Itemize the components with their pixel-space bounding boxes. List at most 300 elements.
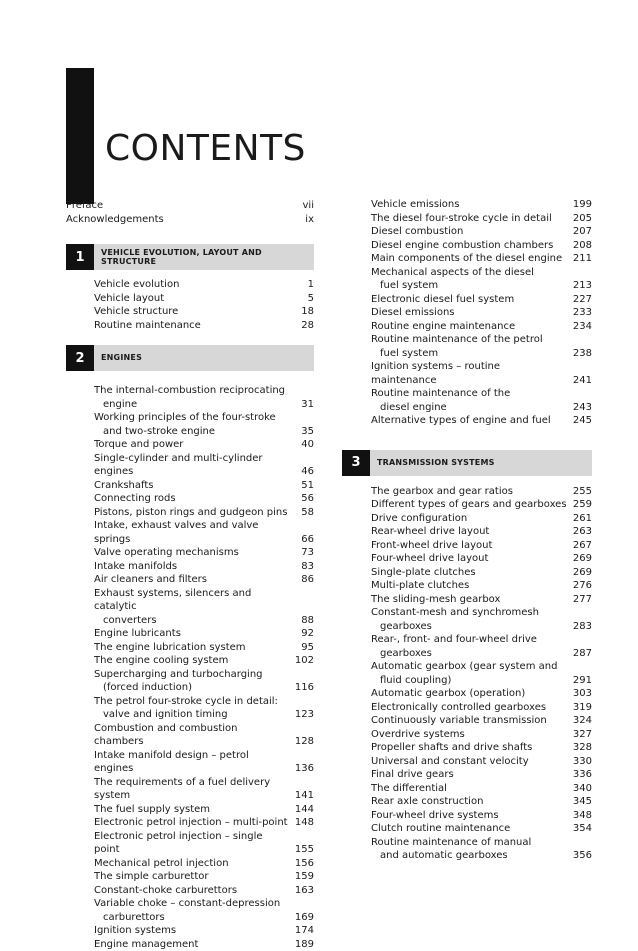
toc-entry-line: Continuously variable transmission (371, 715, 547, 726)
toc-page-number: 174 (289, 924, 314, 938)
toc-entry-title (94, 695, 289, 722)
toc-entry-title (371, 512, 567, 526)
toc-entry (342, 633, 592, 660)
toc-entry-line: Intake manifolds (94, 561, 177, 572)
toc-page-number: 263 (567, 525, 592, 539)
toc-entry-title (94, 560, 295, 574)
toc-entry-title (371, 741, 567, 755)
toc-entry (66, 776, 314, 803)
chapter-title (101, 248, 262, 267)
toc-entry-line: Variable choke – constant-depression (94, 898, 280, 909)
chapter-title (377, 458, 495, 468)
toc-entry (66, 199, 314, 213)
toc-page-number: 95 (295, 641, 314, 655)
toc-page-number: 83 (295, 560, 314, 574)
chapter-number: 1 (66, 244, 94, 270)
toc-entry-line: Front-wheel drive layout (371, 540, 492, 551)
toc-entry (66, 319, 314, 333)
toc-entry (342, 512, 592, 526)
toc-entry-line: Clutch routine maintenance (371, 823, 510, 834)
toc-entry-title (94, 479, 295, 493)
toc-entry-line: Single-plate clutches (371, 567, 476, 578)
toc-entry-line: Engine management (94, 939, 198, 950)
toc-entry (342, 701, 592, 715)
toc-entry-line: The petrol four-stroke cycle in detail: (94, 696, 278, 707)
toc-page-number: 144 (289, 803, 314, 817)
toc-page-number: 243 (567, 401, 592, 415)
toc-entry (342, 566, 592, 580)
toc-entry-title (371, 360, 567, 387)
toc-entry (342, 822, 592, 836)
toc-entry-title (371, 687, 567, 701)
toc-page-number: 348 (567, 809, 592, 823)
toc-entry-title (66, 199, 297, 213)
toc-entry (342, 387, 592, 414)
toc-page-number: 159 (289, 870, 314, 884)
toc-entry (342, 225, 592, 239)
toc-entry (342, 333, 592, 360)
toc-entry (342, 252, 592, 266)
toc-entry-title (94, 384, 295, 411)
toc-entry (342, 306, 592, 320)
toc-entry-title (94, 938, 289, 951)
toc-entry-title (94, 492, 295, 506)
toc-entry (66, 627, 314, 641)
toc-entry-line: Torque and power (94, 439, 183, 450)
chapter-title-line: TRANSMISSION SYSTEMS (377, 458, 495, 467)
toc-page-number: 73 (295, 546, 314, 560)
toc-page-number: 40 (295, 438, 314, 452)
toc-entry-title (94, 722, 289, 749)
toc-entry-line: Routine engine maintenance (371, 321, 515, 332)
toc-entry-line: The fuel supply system (94, 804, 210, 815)
toc-page-number: 261 (567, 512, 592, 526)
toc-entry (66, 438, 314, 452)
toc-entry-title (371, 266, 567, 293)
toc-entry-title (94, 519, 295, 546)
chapter-entry-list (66, 278, 314, 332)
toc-entry (342, 485, 592, 499)
toc-entry-line: Intake manifold design – petrol engines (94, 750, 249, 775)
toc-page-number: 207 (567, 225, 592, 239)
toc-entry (342, 755, 592, 769)
chapter-heading (342, 450, 592, 476)
toc-page-number: 88 (295, 614, 314, 628)
toc-entry-title (371, 306, 567, 320)
toc-entry-title (371, 579, 567, 593)
toc-entry-line: Vehicle evolution (94, 279, 179, 290)
toc-entry (66, 213, 314, 227)
toc-entry-line: Vehicle emissions (371, 199, 459, 210)
toc-entry (342, 239, 592, 253)
toc-entry-title (94, 803, 289, 817)
toc-entry-line: Single-cylinder and multi-cylinder engines (94, 453, 263, 478)
toc-entry-line: Routine maintenance of manual (371, 837, 531, 848)
toc-entry (66, 722, 314, 749)
toc-entry-line: The requirements of a fuel delivery system (94, 777, 270, 802)
toc-entry-line: Mechanical aspects of the diesel (371, 267, 534, 278)
toc-entry-line: The differential (371, 783, 447, 794)
toc-entry-title (371, 387, 567, 414)
toc-entry-line: Automatic gearbox (gear system and (371, 661, 557, 672)
toc-entry (66, 560, 314, 574)
toc-entry-line: Drive configuration (371, 513, 467, 524)
toc-entry (66, 654, 314, 668)
toc-entry (66, 519, 314, 546)
toc-entry-title (371, 633, 567, 660)
toc-page-number: 148 (289, 816, 314, 830)
toc-entry-title (94, 668, 289, 695)
toc-entry-title (371, 701, 567, 715)
toc-entry-title (94, 870, 289, 884)
chapter-title-line: ENGINES (101, 353, 142, 362)
toc-entry-title (371, 755, 567, 769)
toc-entry-title (94, 641, 295, 655)
toc-entry-line: Supercharging and turbocharging (94, 669, 263, 680)
toc-page-number: 269 (567, 566, 592, 580)
toc-entry (342, 741, 592, 755)
toc-entry (66, 884, 314, 898)
toc-entry-continuation-line: gearboxes (371, 647, 567, 661)
toc-entry-line: The sliding-mesh gearbox (371, 594, 500, 605)
toc-entry-continuation-line: and two-stroke engine (94, 425, 295, 439)
toc-entry-line: Pistons, piston rings and gudgeon pins (94, 507, 287, 518)
toc-entry-line: Diesel emissions (371, 307, 455, 318)
toc-page-number: 340 (567, 782, 592, 796)
toc-page-number: 51 (295, 479, 314, 493)
chapter-title (101, 353, 142, 363)
toc-entry-continuation-line: converters (94, 614, 295, 628)
toc-page-number: 328 (567, 741, 592, 755)
toc-entry (342, 525, 592, 539)
toc-entry-title (66, 213, 299, 227)
toc-entry (342, 266, 592, 293)
toc-page-number: 345 (567, 795, 592, 809)
toc-entry (66, 506, 314, 520)
toc-entry-title (94, 654, 289, 668)
toc-page-number: 189 (289, 938, 314, 951)
toc-entry-title (94, 830, 289, 857)
toc-entry (66, 749, 314, 776)
toc-entry-continuation-line: and automatic gearboxes (371, 849, 567, 863)
toc-page-number: vii (297, 199, 314, 213)
toc-page-number: 233 (567, 306, 592, 320)
toc-entry-title (371, 539, 567, 553)
toc-entry-continuation-line: valve and ignition timing (94, 708, 289, 722)
toc-column-left (66, 198, 314, 951)
toc-entry-continuation-line: (forced induction) (94, 681, 289, 695)
decorative-black-bar (66, 68, 94, 204)
toc-page-number: 227 (567, 293, 592, 307)
toc-entry (66, 452, 314, 479)
toc-entry-title (94, 627, 295, 641)
toc-entry (342, 795, 592, 809)
toc-page-number: 5 (302, 292, 314, 306)
toc-entry (342, 809, 592, 823)
toc-entry-line: The gearbox and gear ratios (371, 486, 513, 497)
toc-entry-line: Routine maintenance of the (371, 388, 510, 399)
toc-page-number: 92 (295, 627, 314, 641)
toc-page-number: 56 (295, 492, 314, 506)
toc-entry (342, 552, 592, 566)
toc-entry-line: Constant-mesh and synchromesh (371, 607, 539, 618)
toc-entry-title (94, 411, 295, 438)
toc-entry-line: Constant-choke carburettors (94, 885, 237, 896)
toc-entry (66, 816, 314, 830)
toc-entry-line: Ignition systems – routine maintenance (371, 361, 500, 386)
toc-entry-line: Alternative types of engine and fuel (371, 415, 551, 426)
toc-entry (66, 384, 314, 411)
toc-entry-line: Combustion and combustion chambers (94, 723, 237, 748)
toc-page-number: 245 (567, 414, 592, 428)
toc-entry (66, 897, 314, 924)
chapter-entry-list (66, 384, 314, 951)
toc-entry (66, 305, 314, 319)
toc-entry-line: Four-wheel drive layout (371, 553, 488, 564)
toc-page-number: 86 (295, 573, 314, 587)
toc-entry-line: Diesel combustion (371, 226, 463, 237)
toc-page-number: 128 (289, 735, 314, 749)
toc-entry (342, 498, 592, 512)
toc-entry-title (371, 525, 567, 539)
toc-entry-line: Valve operating mechanisms (94, 547, 239, 558)
front-matter-list (66, 198, 314, 226)
toc-entry (342, 728, 592, 742)
toc-entry-line: Rear axle construction (371, 796, 483, 807)
toc-page-number: 199 (567, 198, 592, 212)
toc-entry (66, 573, 314, 587)
toc-entry (342, 606, 592, 633)
toc-entry-line: Engine lubricants (94, 628, 181, 639)
toc-entry (66, 411, 314, 438)
toc-page-number: 336 (567, 768, 592, 782)
toc-entry (66, 641, 314, 655)
toc-page-number: 276 (567, 579, 592, 593)
toc-entry-title (371, 795, 567, 809)
toc-entry-title (371, 822, 567, 836)
toc-entry (342, 768, 592, 782)
toc-entry-line: Rear-wheel drive layout (371, 526, 489, 537)
toc-page-number: 354 (567, 822, 592, 836)
toc-entry-line: The internal-combustion reciprocating (94, 385, 285, 396)
toc-entry-title (94, 573, 295, 587)
toc-entry (66, 668, 314, 695)
toc-entry-title (371, 239, 567, 253)
toc-page-number: 116 (289, 681, 314, 695)
toc-entry (342, 360, 592, 387)
toc-entry-line: The engine cooling system (94, 655, 228, 666)
toc-entry (66, 587, 314, 628)
toc-entry (342, 198, 592, 212)
toc-entry (342, 782, 592, 796)
toc-entry-line: Rear-, front- and four-wheel drive (371, 634, 537, 645)
toc-entry (342, 660, 592, 687)
toc-entry (342, 539, 592, 553)
toc-page-number: 269 (567, 552, 592, 566)
toc-entry-title (371, 225, 567, 239)
toc-entry-line: Mechanical petrol injection (94, 858, 229, 869)
chapter-title-line: STRUCTURE (101, 257, 156, 266)
toc-entry-title (94, 816, 289, 830)
toc-entry-line: Universal and constant velocity (371, 756, 529, 767)
toc-page-number: 208 (567, 239, 592, 253)
toc-entry-line: Connecting rods (94, 493, 176, 504)
page-title: CONTENTS (105, 128, 306, 169)
toc-entry (66, 803, 314, 817)
toc-entry-line: Electronic petrol injection – single point (94, 831, 263, 856)
toc-entry-title (371, 728, 567, 742)
toc-entry-title (94, 897, 289, 924)
toc-entry (66, 479, 314, 493)
toc-entry-line: The diesel four-stroke cycle in detail (371, 213, 552, 224)
toc-page-number: 46 (295, 465, 314, 479)
toc-entry (342, 836, 592, 863)
toc-page-number: 287 (567, 647, 592, 661)
toc-entry-line: Vehicle layout (94, 293, 164, 304)
toc-page-number: ix (299, 213, 314, 227)
toc-entry-title (94, 506, 295, 520)
toc-entry-title (94, 749, 289, 776)
toc-entry-title (371, 414, 567, 428)
chapter-title-line: VEHICLE EVOLUTION, LAYOUT AND (101, 248, 262, 257)
toc-page-number: 319 (567, 701, 592, 715)
toc-page-number: 234 (567, 320, 592, 334)
toc-entry-title (371, 809, 567, 823)
toc-page-number: 303 (567, 687, 592, 701)
toc-page-number: 155 (289, 843, 314, 857)
toc-entry-title (94, 587, 295, 628)
toc-entry (342, 714, 592, 728)
toc-entry-line: Multi-plate clutches (371, 580, 469, 591)
toc-entry-continuation-line: fluid coupling) (371, 674, 567, 688)
toc-entry-title (94, 305, 295, 319)
toc-entry-title (371, 333, 567, 360)
toc-entry-title (94, 438, 295, 452)
toc-entry-title (94, 452, 295, 479)
toc-page-number: 213 (567, 279, 592, 293)
toc-entry-line: Working principles of the four-stroke (94, 412, 276, 423)
toc-page-number: 136 (289, 762, 314, 776)
toc-page-number: 141 (289, 789, 314, 803)
toc-entry (66, 546, 314, 560)
toc-entry-title (371, 552, 567, 566)
toc-entry-title (94, 319, 295, 333)
toc-page-number: 28 (295, 319, 314, 333)
toc-entry-title (371, 566, 567, 580)
toc-page-number: 277 (567, 593, 592, 607)
toc-entry (66, 492, 314, 506)
toc-column-right (342, 198, 592, 863)
toc-entry-line: The engine lubrication system (94, 642, 246, 653)
toc-entry-line: Final drive gears (371, 769, 454, 780)
toc-page-number: 238 (567, 347, 592, 361)
toc-entry (342, 212, 592, 226)
toc-entry (342, 687, 592, 701)
toc-page-number: 163 (289, 884, 314, 898)
toc-entry-line: Main components of the diesel engine (371, 253, 562, 264)
toc-page-number: 291 (567, 674, 592, 688)
chapter-number: 2 (66, 345, 94, 371)
toc-entry-continuation-line: engine (94, 398, 295, 412)
toc-entry-title (371, 660, 567, 687)
toc-page-number: 1 (302, 278, 314, 292)
toc-entry-line: Electronic diesel fuel system (371, 294, 514, 305)
toc-entry-line: The simple carburettor (94, 871, 209, 882)
toc-page-number: 35 (295, 425, 314, 439)
toc-entry-line: Four-wheel drive systems (371, 810, 499, 821)
toc-entry (66, 870, 314, 884)
toc-entry-continuation-line: diesel engine (371, 401, 567, 415)
toc-page-number: 324 (567, 714, 592, 728)
toc-entry-title (371, 252, 567, 266)
toc-entry-line: Crankshafts (94, 480, 154, 491)
toc-entry-title (371, 836, 567, 863)
toc-entry (342, 579, 592, 593)
toc-entry-title (371, 320, 567, 334)
toc-page-number: 169 (289, 911, 314, 925)
toc-entry-title (94, 546, 295, 560)
toc-entry-title (371, 606, 567, 633)
toc-entry (66, 278, 314, 292)
toc-entry-title (371, 212, 567, 226)
toc-entry-title (371, 593, 567, 607)
toc-page-number: 205 (567, 212, 592, 226)
toc-entry-line: Overdrive systems (371, 729, 465, 740)
toc-entry-continuation-line: carburettors (94, 911, 289, 925)
toc-entry-line: Ignition systems (94, 925, 176, 936)
toc-entry-line: Routine maintenance of the petrol (371, 334, 543, 345)
toc-entry-title (371, 714, 567, 728)
toc-entry-title (94, 884, 289, 898)
toc-page-number: 123 (289, 708, 314, 722)
toc-entry (66, 292, 314, 306)
toc-entry-line: Automatic gearbox (operation) (371, 688, 525, 699)
toc-page-number: 211 (567, 252, 592, 266)
chapter-heading (66, 244, 314, 270)
toc-entry (342, 593, 592, 607)
toc-page-number: 58 (295, 506, 314, 520)
toc-page-number: 66 (295, 533, 314, 547)
toc-page-number: 327 (567, 728, 592, 742)
toc-page-number: 356 (567, 849, 592, 863)
toc-entry-title (94, 278, 302, 292)
toc-entry-line: Different types of gears and gearboxes (371, 499, 567, 510)
chapter-number: 3 (342, 450, 370, 476)
toc-entry-line: Preface (66, 200, 103, 211)
toc-entry-line: Electronic petrol injection – multi-point (94, 817, 288, 828)
toc-entry-title (371, 498, 567, 512)
toc-entry (342, 414, 592, 428)
toc-entry-line: Propeller shafts and drive shafts (371, 742, 532, 753)
toc-entry-title (371, 293, 567, 307)
toc-entry-title (94, 776, 289, 803)
toc-entry-title (371, 485, 567, 499)
toc-entry-continuation-line: fuel system (371, 279, 567, 293)
toc-entry-title (371, 198, 567, 212)
toc-page-number: 267 (567, 539, 592, 553)
toc-page-number: 255 (567, 485, 592, 499)
toc-entry-line: Electronically controlled gearboxes (371, 702, 546, 713)
chapter-entry-list (342, 485, 592, 863)
toc-entry-continuation-line: fuel system (371, 347, 567, 361)
toc-entry (66, 830, 314, 857)
toc-entry-continuation-line: gearboxes (371, 620, 567, 634)
toc-page-number: 259 (567, 498, 592, 512)
toc-entry-line: Routine maintenance (94, 320, 201, 331)
toc-page-number: 241 (567, 374, 592, 388)
toc-entry-line: Vehicle structure (94, 306, 178, 317)
toc-page-number: 102 (289, 654, 314, 668)
